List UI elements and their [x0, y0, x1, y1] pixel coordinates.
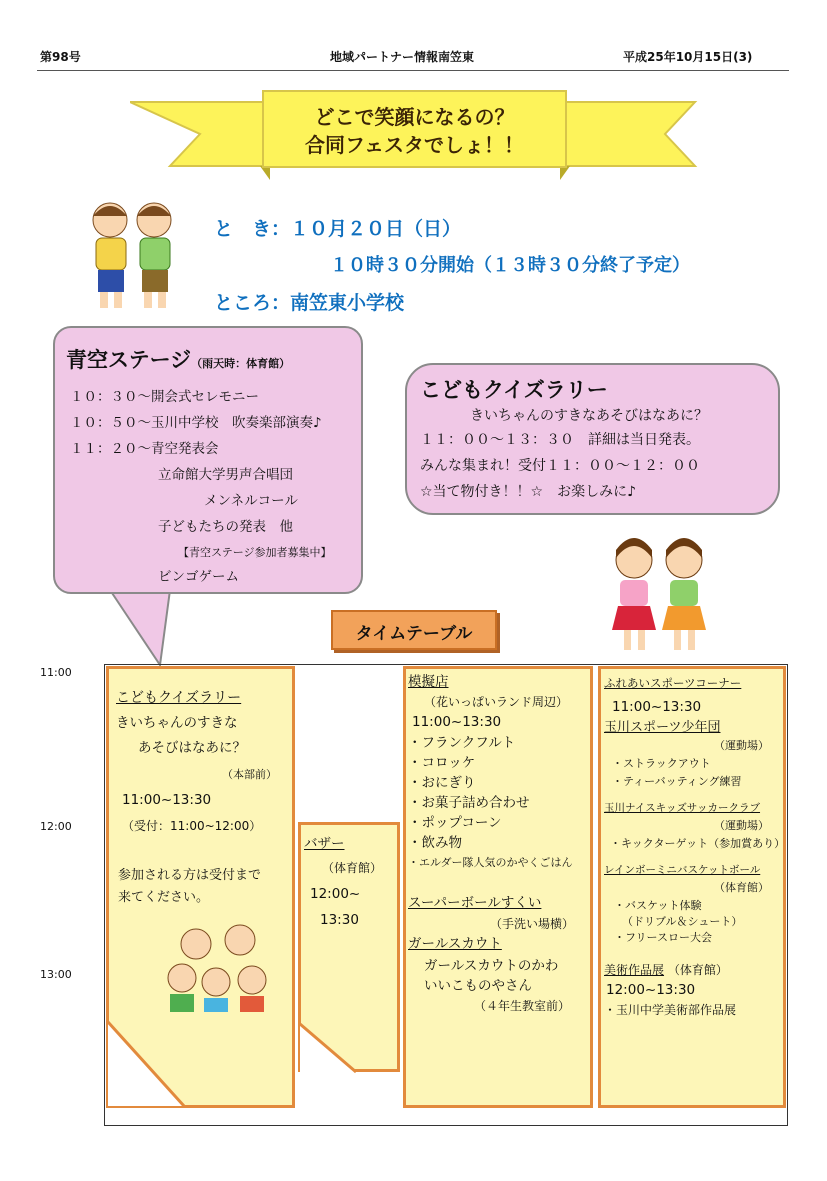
stage-title-text: 青空ステージ	[66, 348, 192, 372]
stage-line: 立命館大学男声合唱団	[158, 467, 293, 483]
sports-note: （体育館）	[714, 881, 769, 894]
stage-line: 子どもたちの発表 他	[158, 519, 293, 535]
girlscout-line: （４年生教室前）	[474, 999, 571, 1013]
stalls-line: ・ポップコーン	[408, 815, 502, 831]
quiz-col-line: 参加される方は受付まで	[118, 868, 262, 883]
where-value: 南笠東小学校	[290, 292, 405, 314]
bazaar-title-text: バザー	[304, 836, 345, 852]
sports-line: ・キックターゲット（参加賞あり）	[610, 837, 786, 850]
bazaar-column-fold	[298, 1022, 358, 1074]
sports-sub-text: レインボーミニバスケットボール	[604, 864, 761, 876]
quiz-col-line: （受付：11:00~12:00）	[122, 819, 262, 833]
sports-line: ・ストラックアウト	[612, 757, 711, 770]
bazaar-title	[304, 834, 345, 855]
sports-line: ・ティーバッティング練習	[612, 775, 742, 788]
superball-title	[408, 893, 541, 914]
quiz-col-title	[116, 688, 241, 709]
girlscout-line: いいこものやさん	[424, 978, 532, 994]
quiz-line: ☆当て物付き！！☆ お楽しみに♪	[420, 484, 637, 500]
quiz-line: １１：００～１３：３０ 詳細は当日発表。	[420, 432, 700, 448]
quiz-line: みんな集まれ！受付１１：００～１２：００	[420, 458, 700, 474]
superball-note: （手洗い場横）	[490, 917, 575, 931]
event-start: １０時３０分開始（１３時３０分終了予定）	[330, 255, 690, 276]
issue-date: 平成25年10月15日(3)	[623, 50, 753, 64]
art-line: 12:00~13:30	[606, 982, 696, 998]
quiz-column-fold	[106, 1020, 186, 1108]
sports-sub	[604, 718, 720, 739]
stage-line: 【青空ステージ参加者募集中】	[178, 546, 332, 559]
header-divider	[37, 70, 789, 71]
sports-line: ・フリースロー大会	[614, 931, 713, 944]
event-where	[214, 288, 404, 315]
when-label: と き：	[214, 218, 291, 240]
stalls-line: ・フランクフルト	[408, 735, 516, 751]
stalls-title-text: 模擬店	[408, 674, 449, 690]
time-label: 11:00	[40, 666, 72, 679]
stalls-line: ・おにぎり	[408, 775, 476, 791]
stalls-line: ・エルダー隊人気のかやくごはん	[408, 856, 573, 869]
banner-line-2: 合同フェスタでしょ！！	[305, 133, 524, 157]
quiz-col-line: 11:00~13:30	[122, 792, 212, 808]
bazaar-line: 13:30	[320, 912, 359, 928]
girlscout-title	[408, 934, 502, 955]
art-title	[604, 960, 728, 981]
quiz-col-line: あそびはなあに？	[138, 740, 246, 756]
sports-time: 11:00~13:30	[612, 699, 702, 715]
stalls-line: 11:00~13:30	[412, 714, 502, 730]
stage-line: １１：２０～青空発表会	[70, 441, 219, 457]
sports-line: （ドリブル＆シュート）	[622, 915, 743, 928]
stalls-line: ・コロッケ	[408, 755, 476, 771]
stalls-line: ・お菓子詰め合わせ	[408, 795, 530, 811]
event-when	[214, 214, 461, 241]
quiz-col-title-text: こどもクイズラリー	[116, 690, 242, 706]
superball-title-text: スーパーボールすくい	[408, 895, 542, 911]
stage-line: １０：３０～開会式セレモニー	[70, 389, 259, 405]
girls-illustration	[598, 530, 720, 658]
kids-illustration	[72, 198, 192, 316]
sports-line: ・バスケット体験	[614, 899, 702, 912]
stage-line: ビンゴゲーム	[158, 569, 239, 585]
stage-note: （雨天時：体育館）	[191, 357, 291, 370]
where-label: ところ：	[214, 292, 291, 314]
sports-title	[604, 673, 741, 694]
banner-line-1: どこで笑顔になるの？	[314, 105, 515, 129]
art-note: （体育館）	[667, 963, 728, 977]
sports-note: （運動場）	[714, 739, 769, 752]
sports-sub-text: 玉川ナイスキッズサッカークラブ	[604, 802, 761, 814]
stalls-line: ・飲み物	[408, 835, 462, 851]
quiz-line: きいちゃんのすきなあそびはなあに？	[470, 408, 708, 424]
quiz-col-line: きいちゃんのすきな	[116, 715, 238, 731]
art-title-text: 美術作品展	[604, 963, 665, 977]
art-line: ・玉川中学美術部作品展	[604, 1003, 737, 1017]
issue-number: 第98号	[40, 50, 81, 64]
girlscout-line: ガールスカウトのかわ	[424, 958, 559, 974]
sports-title-text: ふれあいスポーツコーナー	[604, 676, 742, 690]
children-illustration	[160, 922, 278, 1012]
quiz-col-line: 来てください。	[118, 890, 210, 905]
bazaar-line: （体育館）	[322, 861, 383, 875]
sports-note: （運動場）	[714, 819, 769, 832]
stalls-title	[408, 672, 449, 693]
timetable-label: タイムテーブル	[355, 624, 473, 644]
banner-title	[262, 103, 567, 159]
time-label: 12:00	[40, 820, 72, 833]
bazaar-line: 12:00~	[310, 886, 361, 902]
stage-bubble-tail	[110, 590, 180, 670]
stalls-line: （花いっぱいランド周辺）	[424, 695, 569, 709]
stage-line: １０：５０～玉川中学校 吹奏楽部演奏♪	[70, 415, 322, 431]
girlscout-title-text: ガールスカウト	[408, 936, 502, 952]
quiz-col-line: （本部前）	[222, 768, 277, 781]
sports-sub-text: 玉川スポーツ少年団	[604, 720, 721, 735]
stage-title	[66, 344, 290, 374]
when-date: １０月２０日（日）	[290, 218, 462, 240]
stage-line: メンネルコール	[204, 493, 298, 509]
time-label: 13:00	[40, 968, 72, 981]
quiz-title: こどもクイズラリー	[420, 378, 608, 402]
paper-name: 地域パートナー情報南笠東	[330, 50, 475, 64]
